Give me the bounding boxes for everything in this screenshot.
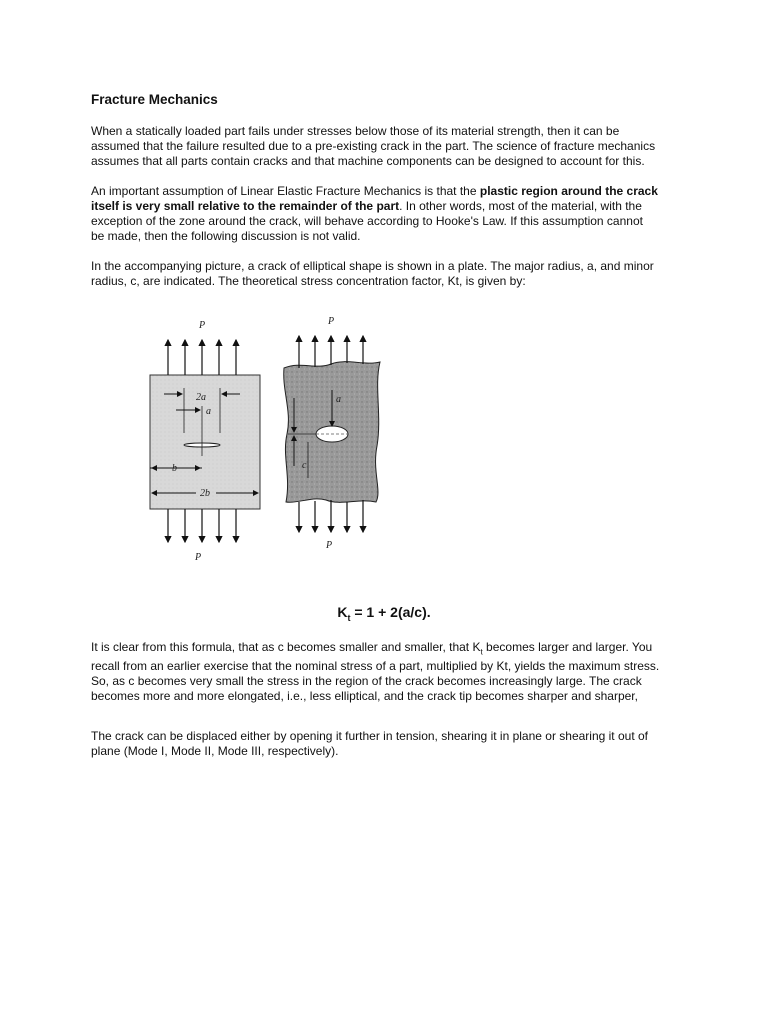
left-plate-diagram bbox=[150, 320, 260, 562]
text-line: When a statically loaded part fails under stresses below those of its material strength, then it can be bbox=[91, 124, 620, 138]
bold-text: plastic region around the crack bbox=[479, 184, 658, 198]
label-a: a bbox=[336, 394, 341, 405]
formula-expression: = 1 + 2(a/c). bbox=[350, 604, 431, 620]
bottom-load-arrows bbox=[299, 500, 363, 532]
text-line: radius, c, are indicated. The theoretical stress concentration factor, Kt, is given by: bbox=[91, 274, 526, 288]
text-line: In the accompanying picture, a crack of elliptical shape is shown in a plate. The major radius, a, and minor bbox=[91, 259, 654, 273]
text-line: plane (Mode I, Mode II, Mode III, respectively). bbox=[91, 744, 339, 758]
text-run: An important assumption of Linear Elastic Fracture Mechanics is that the bbox=[91, 184, 480, 198]
text-line: becomes more and more elongated, i.e., less elliptical, and the crack tip becomes sharper and sharper, bbox=[91, 689, 638, 704]
page-title: Fracture Mechanics bbox=[91, 92, 218, 107]
right-plate-diagram bbox=[284, 316, 380, 551]
text-line bbox=[91, 640, 691, 659]
label-b: b bbox=[172, 463, 177, 474]
bottom-load-arrows bbox=[168, 509, 236, 542]
text-line: So, as c becomes very small the stress in the region of the crack becomes increasingly large. The crack bbox=[91, 674, 642, 689]
formula-subscript: t bbox=[347, 612, 351, 623]
text-line bbox=[91, 184, 691, 199]
load-label-bottom: P bbox=[326, 540, 333, 551]
formula-k: K bbox=[337, 604, 348, 620]
text-line: be made, then the following discussion is not valid. bbox=[91, 229, 361, 243]
text-line: recall from an earlier exercise that the nominal stress of a part, multiplied by Kt, yields the maximum stress. bbox=[91, 659, 660, 674]
text-run: It is clear from this formula, that as c becomes smaller and smaller, that K bbox=[91, 640, 481, 654]
text-line: assumes that all parts contain cracks and that machine components can be designed to account for this. bbox=[91, 154, 645, 168]
label-c: c bbox=[302, 460, 307, 471]
load-label-top: P bbox=[199, 320, 206, 331]
text-run: becomes larger and larger. You bbox=[482, 640, 653, 654]
text-run: . In other words, most of the material, with the bbox=[399, 199, 642, 213]
label-2b: 2b bbox=[200, 488, 210, 499]
crack-figure bbox=[136, 306, 386, 562]
assumption-paragraph bbox=[91, 184, 691, 244]
kt-formula bbox=[0, 604, 768, 623]
load-label-bottom: P bbox=[195, 552, 202, 562]
text-line bbox=[91, 199, 691, 214]
modes-paragraph bbox=[91, 729, 691, 759]
formula-discussion-paragraph bbox=[91, 640, 691, 704]
label-a: a bbox=[206, 406, 211, 417]
load-label-top: P bbox=[328, 316, 335, 327]
picture-intro-paragraph bbox=[91, 259, 691, 289]
text-line: exception of the zone around the crack, will behave according to Hooke's Law. If this assumption cannot bbox=[91, 214, 643, 228]
label-2a: 2a bbox=[196, 392, 206, 403]
top-load-arrows bbox=[168, 340, 236, 375]
bold-text: itself is very small relative to the remainder of the part bbox=[91, 199, 400, 213]
intro-paragraph bbox=[91, 124, 691, 169]
text-line: The crack can be displaced either by opening it further in tension, shearing it in plane or shearing it out of bbox=[91, 729, 648, 743]
text-line: assumed that the failure resulted due to a pre-existing crack in the part. The science of fracture mechanics bbox=[91, 139, 656, 153]
subscript-t: t bbox=[480, 647, 483, 657]
